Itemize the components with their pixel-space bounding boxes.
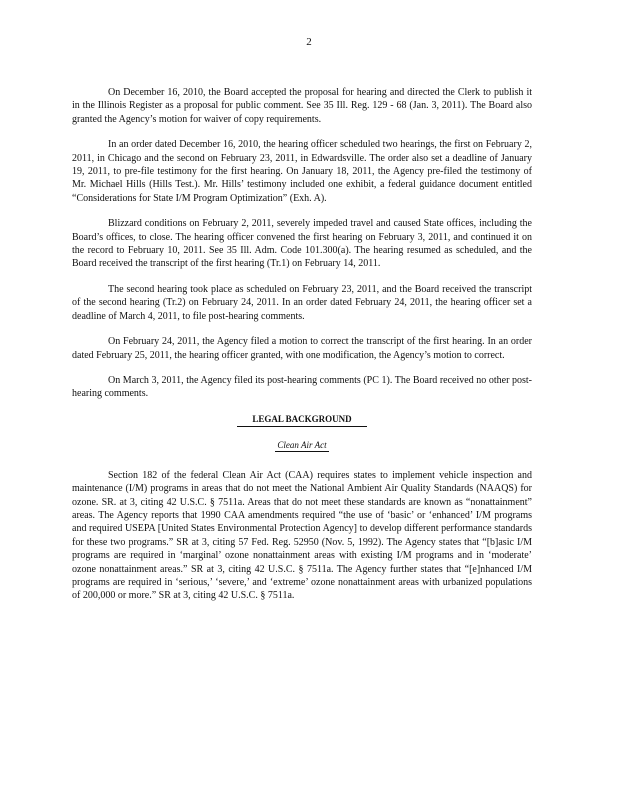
paragraph-hearing-schedule: In an order dated December 16, 2010, the hearing officer scheduled two hearings, the first on February 2, 2011, in Chicago and the second on February 23, 2011, in Edwardsville. The order also set a deadline of January 19, 2011, to pre-file testimony for the first hearing. On January 18, 2011, the Agency pre-filed the testimony of Mr. Michael Hills (Hills Test.). Mr. Hills’ testimony included one exhibit, a federal guidance document entitled “Considerations for State I/M Program Optimization” (Exh. A). bbox=[72, 139, 532, 204]
paragraph-clean-air-act: Section 182 of the federal Clean Air Act (CAA) requires states to implement vehicle inspection and maintenance (I/M) programs in areas that do not meet the National Ambient Air Quality Standards (NAAQS) for ozone. SR. at 3, citing 42 U.S.C. § 7511a. Areas that do not meet these standards are known as “nonattainment” areas. The Agency reports that 1990 CAA amendments required “the use of ‘basic’ or ‘enhanced’ I/M programs and required USEPA [United States Environmental Protection Agency] to develop different performance standards for these two programs.” SR at 3, citing 57 Fed. Reg. 52950 (Nov. 5, 1992). The Agency states that “[b]asic I/M programs are required in ‘marginal’ ozone nonattainment areas with existing I/M programs and in ‘moderate’ ozone nonattainment areas.” SR at 3, citing 42 U.S.C. § 7511a. The Agency further states that “[e]nhanced I/M programs are required in ‘serious,’ ‘severe,’ and ‘extreme’ ozone nonattainment areas with urbanized populations of 200,000 or more.” SR at 3, citing 42 U.S.C. § 7511a. bbox=[72, 469, 532, 602]
subsection-heading bbox=[72, 439, 532, 451]
paragraph-post-hearing-comments: On March 3, 2011, the Agency filed its post-hearing comments (PC 1). The Board received no other post-hearing comments. bbox=[72, 374, 532, 400]
paragraph-blizzard-conditions: Blizzard conditions on February 2, 2011, severely impeded travel and caused State offices, including the Board’s offices, to close. The hearing officer convened the first hearing on February 3, 2011, and continued it on the record to February 10, 2011. See 35 Ill. Adm. Code 101.300(a). The hearing resumed as scheduled, and the Board received the transcript of the first hearing (Tr.1) on February 14, 2011. bbox=[72, 218, 532, 270]
page-number: 2 bbox=[306, 36, 312, 48]
section-heading bbox=[72, 413, 532, 427]
section-heading-text: LEGAL BACKGROUND bbox=[237, 413, 367, 427]
paragraph-motion-to-correct: On February 24, 2011, the Agency filed a motion to correct the transcript of the first hearing. In an order dated February 25, 2011, the hearing officer granted, with one modification, the Agency’s motion to correct. bbox=[72, 336, 532, 361]
subsection-heading-text: Clean Air Act bbox=[277, 439, 327, 450]
paragraph-board-accepted-proposal: On December 16, 2010, the Board accepted the proposal for hearing and directed the Clerk to publish it in the Illinois Register as a proposal for public comment. See 35 Ill. Reg. 129 - 68 (Jan. 3, 2011). The Board also granted the Agency’s motion for waiver of copy requirements. bbox=[72, 87, 532, 125]
paragraph-second-hearing: The second hearing took place as scheduled on February 23, 2011, and the Board received the transcript of the second hearing (Tr.2) on February 24, 2011. In an order dated February 24, 2011, the hearing officer set a deadline of March 4, 2011, to file post-hearing comments. bbox=[72, 283, 532, 322]
document-body bbox=[72, 86, 532, 615]
